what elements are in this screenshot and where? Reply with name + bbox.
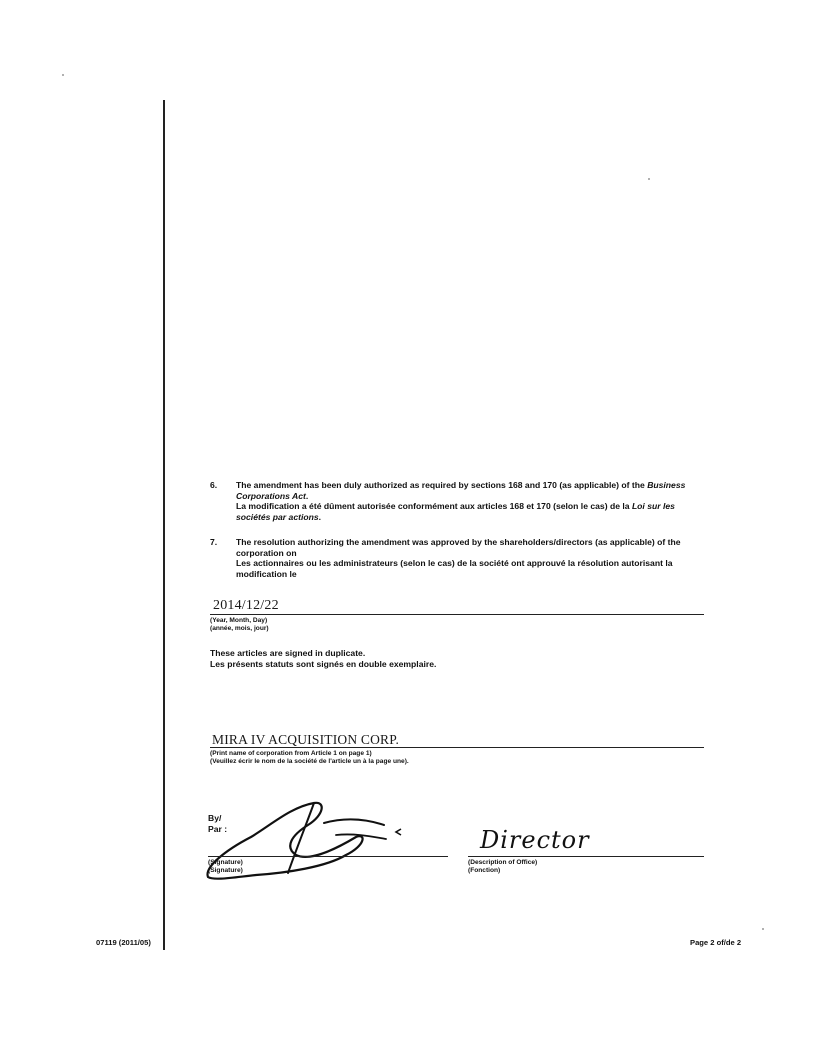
duplicate-text-en: These articles are signed in duplicate. [210,648,366,658]
scan-speck [648,178,650,180]
act-name-fr: Loi sur les sociétés par actions [236,501,675,522]
office-caption-en: (Description of Office) [468,859,538,866]
item-6 [210,480,700,526]
duplicate-text-fr: Les présents statuts sont signés en double exemplaire. [210,659,437,669]
item-body [236,480,696,522]
date-caption-fr: (année, mois, jour) [210,625,269,632]
date-caption-en: (Year, Month, Day) [210,617,268,624]
page-number: Page 2 of/de 2 [690,938,742,947]
scan-speck [762,928,764,930]
signature-caption-fr: (Signature) [208,867,243,874]
item-7 [210,537,700,585]
signature-rule [208,856,448,857]
office-rule [468,856,704,857]
item-body [236,537,696,579]
signature-caption-en: (Signature) [208,859,243,866]
approval-date: 2014/12/22 [213,598,279,613]
item-text-fr: Les actionnaires ou les administrateurs (selon le cas) de la société ont approuvé la résolution autorisant la modification le [236,558,673,579]
act-name-en: Business Corporations Act [236,480,686,501]
office-caption-fr: (Fonction) [468,867,501,874]
handwritten-signature [196,795,416,890]
margin-line [163,100,165,950]
corporation-name: MIRA IV ACQUISITION CORP. [212,732,400,747]
date-rule [210,614,704,615]
scan-speck [62,74,64,76]
corporation-caption-en: (Print name of corporation from Article 1 on page 1) [210,750,372,757]
item-text-en: The amendment has been duly authorized as required by sections 168 and 170 (as applicable) of the Business Corporations Act. [236,480,686,501]
corporation-caption-fr: (Veuillez écrir le nom de la société de l'article un à la page une). [210,758,409,765]
corporation-rule [210,747,704,748]
by-label-fr: Par : [208,824,228,834]
by-label-en: By/ [208,813,222,823]
form-number: 07119 (2011/05) [96,938,151,947]
item-text-en: The resolution authorizing the amendment was approved by the shareholders/directors (as applicable) of the corporation on [236,537,681,558]
item-number: 7. [210,537,218,547]
item-text-fr: La modification a été dûment autorisée conformément aux articles 168 et 170 (selon le cas) de la Loi sur les sociétés par actions. [236,501,675,522]
office-handwritten: Director [480,826,590,854]
item-number: 6. [210,480,218,490]
